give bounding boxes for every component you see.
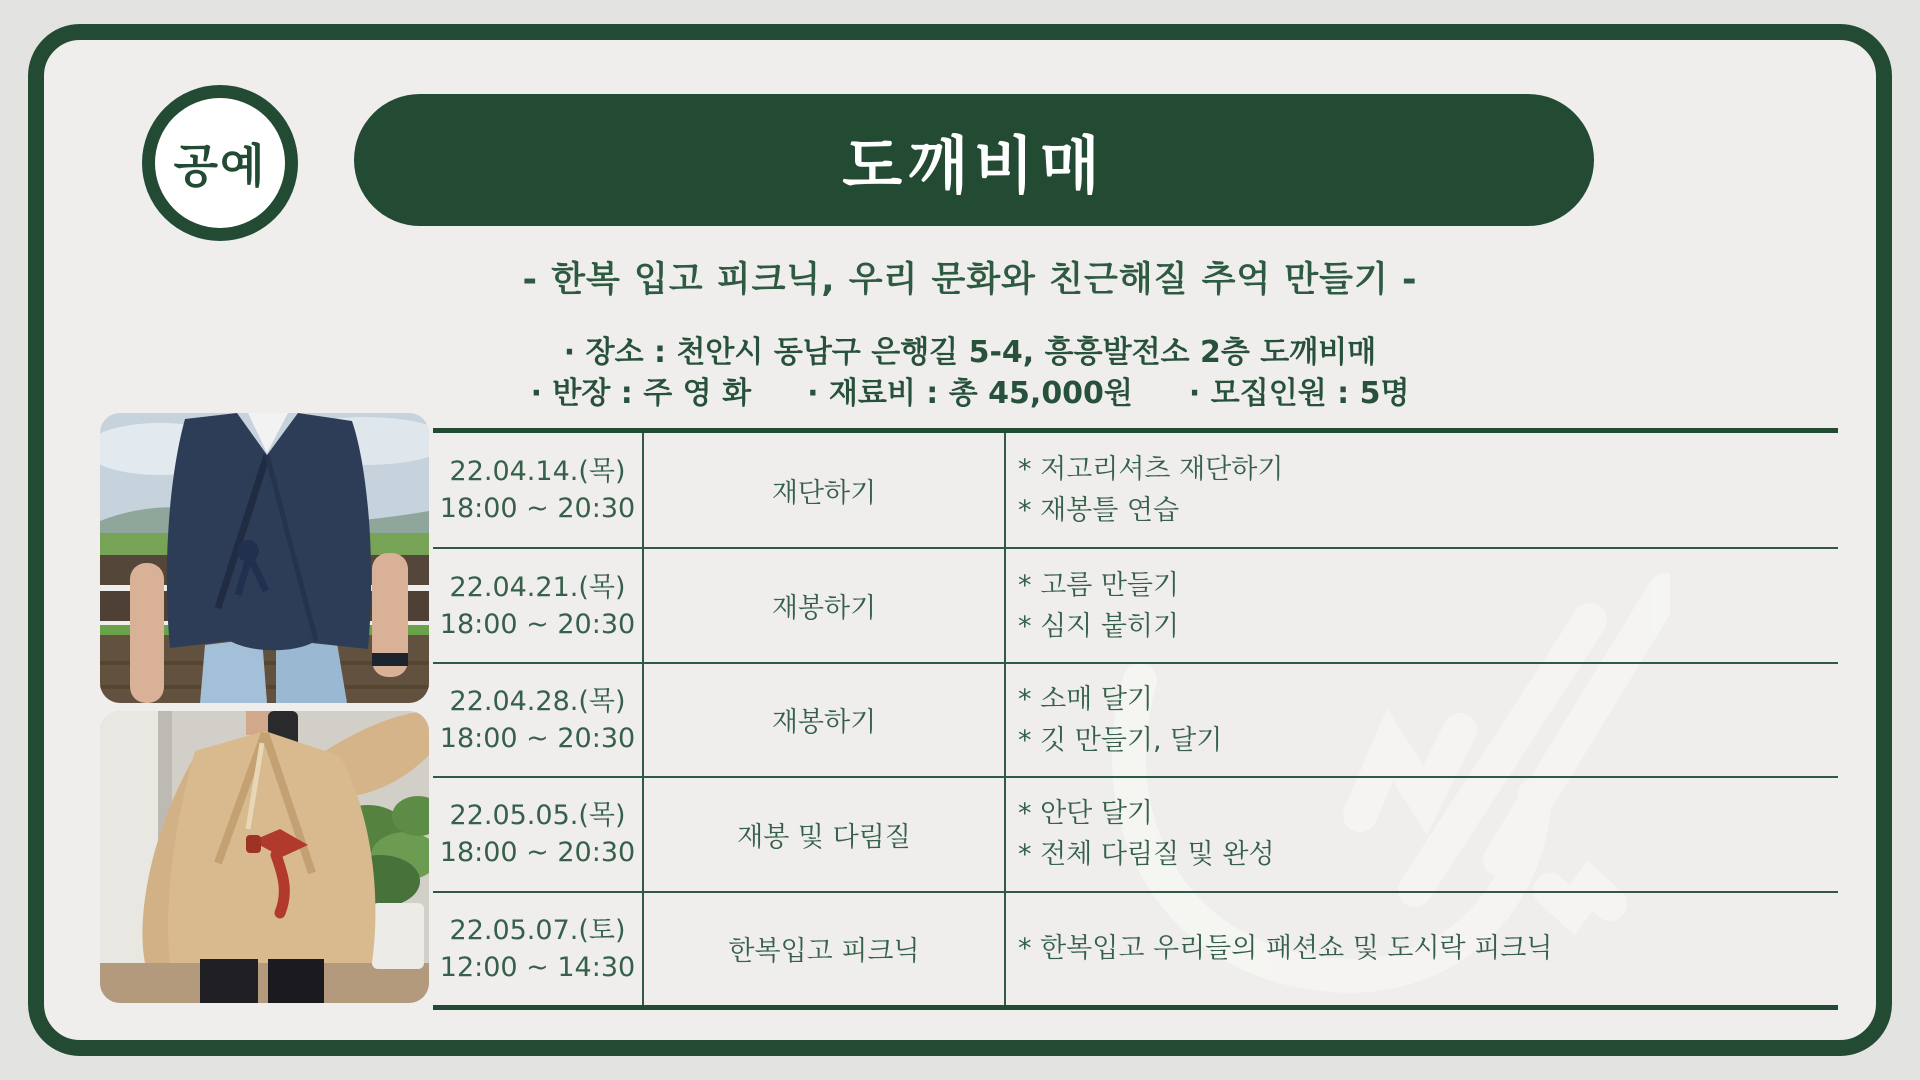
- detail-line: * 심지 붙히기: [1018, 610, 1180, 642]
- date-text: 22.05.05.(목): [449, 800, 626, 832]
- date-text: 22.04.14.(목): [449, 456, 626, 488]
- date-cell: [433, 433, 642, 547]
- photo-beige-hanbok-selfie: [100, 711, 429, 1003]
- activity-cell: 재단하기: [642, 433, 1006, 547]
- photo-navy-hanbok-bench: [100, 413, 429, 703]
- details-cell: [1006, 664, 1838, 776]
- details-cell: [1006, 893, 1838, 1005]
- date-cell: [433, 664, 642, 776]
- category-badge-label: 공예: [173, 139, 267, 193]
- detail-line: * 안단 달기: [1018, 798, 1153, 830]
- table-row: [433, 891, 1838, 1005]
- time-text: 18:00 ~ 20:30: [439, 608, 636, 640]
- schedule-table: [433, 428, 1838, 1010]
- table-row: [433, 776, 1838, 890]
- details-cell: [1006, 778, 1838, 890]
- detail-line: * 전체 다림질 및 완성: [1018, 839, 1275, 871]
- info-capacity: · 모집인원 : 5명: [1188, 376, 1410, 411]
- activity-cell: 재봉 및 다림질: [642, 778, 1006, 890]
- category-badge: [142, 85, 298, 241]
- details-cell: [1006, 433, 1838, 547]
- date-text: 22.04.21.(목): [449, 571, 626, 603]
- subtitle: - 한복 입고 피크닉, 우리 문화와 친근해질 추억 만들기 -: [522, 260, 1418, 300]
- detail-line: * 재봉틀 연습: [1018, 495, 1180, 527]
- time-text: 18:00 ~ 20:30: [439, 837, 636, 869]
- table-row: [433, 433, 1838, 547]
- date-text: 22.04.28.(목): [449, 685, 626, 717]
- info-location: · 장소 : 천안시 동남구 은행길 5-4, 흥흥발전소 2층 도깨비매: [563, 335, 1377, 370]
- detail-line: * 깃 만들기, 달기: [1018, 724, 1223, 756]
- time-text: 18:00 ~ 20:30: [439, 493, 636, 525]
- time-text: 12:00 ~ 14:30: [439, 951, 636, 983]
- detail-line: * 소매 달기: [1018, 683, 1153, 715]
- date-cell: [433, 778, 642, 890]
- detail-line: * 저고리셔츠 재단하기: [1018, 454, 1284, 486]
- table-row: [433, 662, 1838, 776]
- date-text: 22.05.07.(토): [449, 914, 626, 946]
- details-cell: [1006, 549, 1838, 661]
- table-row: [433, 547, 1838, 661]
- activity-cell: 재봉하기: [642, 664, 1006, 776]
- info-leader: · 반장 : 주 영 화: [530, 376, 752, 411]
- date-cell: [433, 893, 642, 1005]
- activity-cell: 한복입고 피크닉: [642, 893, 1006, 1005]
- info-fee: · 재료비 : 총 45,000원: [807, 376, 1133, 411]
- activity-cell: 재봉하기: [642, 549, 1006, 661]
- page-title: 도깨비매: [842, 128, 1106, 202]
- date-cell: [433, 549, 642, 661]
- title-banner: [354, 94, 1594, 226]
- time-text: 18:00 ~ 20:30: [439, 722, 636, 754]
- info-row: [290, 368, 1650, 412]
- detail-line: * 한복입고 우리들의 패션쇼 및 도시락 피크닉: [1018, 933, 1553, 965]
- detail-line: * 고름 만들기: [1018, 569, 1180, 601]
